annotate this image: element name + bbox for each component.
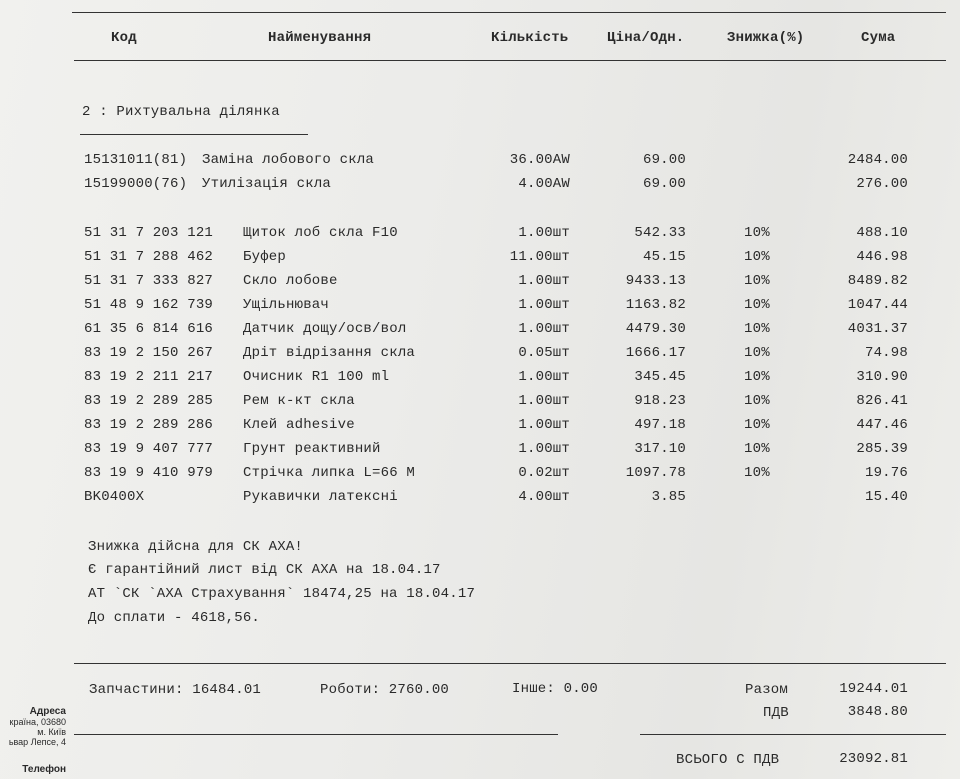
cell-name: Стрічка липка L=66 M	[243, 465, 416, 481]
cell-sum: 276.00	[856, 176, 908, 192]
cell-code: 83 19 2 211 217	[84, 369, 214, 385]
cell-qty: 1.00шт	[518, 441, 570, 457]
cell-code: 51 31 7 203 121	[84, 225, 214, 241]
cell-price: 1097.78	[625, 465, 686, 481]
cell-discount: 10%	[744, 417, 770, 433]
cell-sum: 447.46	[856, 417, 908, 433]
cell-discount: 10%	[744, 369, 770, 385]
cell-qty: 1.00шт	[518, 417, 570, 433]
cell-name: Буфер	[243, 249, 287, 265]
cell-price: 345.45	[634, 369, 686, 385]
cell-sum: 310.90	[856, 369, 908, 385]
cell-price: 3.85	[651, 489, 686, 505]
cell-sum: 2484.00	[847, 152, 908, 168]
vat-label: ПДВ	[763, 705, 789, 721]
cell-price: 497.18	[634, 417, 686, 433]
cell-name: Грунт реактивний	[243, 441, 381, 457]
note-line: АТ `СК `АХА Страхування` 18474,25 на 18.04.17	[88, 586, 476, 602]
parts-total: Запчастини: 16484.01	[89, 682, 262, 698]
cell-discount: 10%	[744, 441, 770, 457]
cell-qty: 1.00шт	[518, 297, 570, 313]
cell-sum: 488.10	[856, 225, 908, 241]
cell-name: Скло лобове	[243, 273, 338, 289]
cell-qty: 1.00шт	[518, 273, 570, 289]
cell-discount: 10%	[744, 225, 770, 241]
section-underline	[80, 134, 308, 135]
cell-price: 1666.17	[625, 345, 686, 361]
cell-qty: 4.00AW	[518, 176, 570, 192]
cell-name: Заміна лобового скла	[202, 152, 375, 168]
cell-code: 83 19 2 289 285	[84, 393, 214, 409]
cell-code: 15199000(76)	[84, 176, 188, 192]
cell-discount: 10%	[744, 297, 770, 313]
works-total: Роботи: 2760.00	[320, 682, 450, 698]
cell-discount: 10%	[744, 393, 770, 409]
section-title: 2 : Рихтувальна ділянка	[82, 104, 280, 120]
cell-sum: 285.39	[856, 441, 908, 457]
cell-code: 83 19 9 410 979	[84, 465, 214, 481]
cell-qty: 0.05шт	[518, 345, 570, 361]
cell-price: 69.00	[642, 176, 686, 192]
cell-qty: 1.00шт	[518, 225, 570, 241]
cell-price: 918.23	[634, 393, 686, 409]
cell-price: 317.10	[634, 441, 686, 457]
cell-code: 83 19 2 289 286	[84, 417, 214, 433]
address-line: країна, 03680	[9, 717, 66, 727]
cell-sum: 74.98	[864, 345, 908, 361]
cell-code: 83 19 9 407 777	[84, 441, 214, 457]
cell-price: 9433.13	[625, 273, 686, 289]
cell-name: Очисник R1 100 ml	[243, 369, 390, 385]
cell-name: Утилізація скла	[202, 176, 332, 192]
address-block	[0, 706, 66, 747]
cell-sum: 8489.82	[847, 273, 908, 289]
cell-sum: 19.76	[864, 465, 908, 481]
cell-qty: 4.00шт	[518, 489, 570, 505]
cell-code: 51 31 7 288 462	[84, 249, 214, 265]
cell-sum: 1047.44	[847, 297, 908, 313]
address-line: м. Київ	[37, 727, 66, 737]
vat-value: 3848.80	[847, 704, 908, 720]
cell-name: Рукавички латексні	[243, 489, 398, 505]
cell-qty: 1.00шт	[518, 369, 570, 385]
cell-code: 15131011(81)	[84, 152, 188, 168]
cell-sum: 446.98	[856, 249, 908, 265]
cell-price: 542.33	[634, 225, 686, 241]
cell-price: 1163.82	[625, 297, 686, 313]
subtotal-value: 19244.01	[839, 681, 908, 697]
header-bottom-rule	[74, 60, 946, 61]
grand-total-label: ВСЬОГО С ПДВ	[676, 752, 780, 768]
totals-bottom-rule-right	[640, 734, 946, 735]
cell-name: Датчик дощу/осв/вол	[243, 321, 407, 337]
totals-top-rule	[74, 663, 946, 664]
cell-qty: 0.02шт	[518, 465, 570, 481]
header-name: Найменування	[268, 30, 372, 46]
cell-price: 69.00	[642, 152, 686, 168]
cell-code: 51 48 9 162 739	[84, 297, 214, 313]
totals-bottom-rule-left	[74, 734, 558, 735]
cell-qty: 11.00шт	[509, 249, 570, 265]
cell-price: 4479.30	[625, 321, 686, 337]
cell-name: Клей adhesive	[243, 417, 355, 433]
header-sum: Сума	[861, 30, 896, 46]
address-line: ьвар Лепсе, 4	[8, 737, 66, 747]
subtotal-label: Разом	[745, 682, 789, 698]
header-code: Код	[111, 30, 137, 46]
cell-sum: 15.40	[864, 489, 908, 505]
address-label: Адреса	[29, 706, 66, 717]
header-top-rule	[72, 12, 946, 13]
cell-sum: 826.41	[856, 393, 908, 409]
cell-sum: 4031.37	[847, 321, 908, 337]
note-line: До сплати - 4618,56.	[88, 610, 261, 626]
cell-discount: 10%	[744, 273, 770, 289]
cell-discount: 10%	[744, 345, 770, 361]
cell-discount: 10%	[744, 249, 770, 265]
cell-code: 51 31 7 333 827	[84, 273, 214, 289]
grand-total-value: 23092.81	[839, 751, 908, 767]
header-qty: Кількість	[491, 30, 569, 46]
header-price: Ціна/Одн.	[607, 30, 685, 46]
cell-code: BK0400X	[84, 489, 145, 505]
header-discount: Знижка(%)	[727, 30, 805, 46]
cell-discount: 10%	[744, 321, 770, 337]
phone-label: Телефон	[22, 764, 66, 775]
cell-name: Дріт відрізання скла	[243, 345, 416, 361]
cell-discount: 10%	[744, 465, 770, 481]
phone-block	[0, 764, 66, 775]
cell-qty: 36.00AW	[509, 152, 570, 168]
cell-name: Рем к-кт скла	[243, 393, 355, 409]
note-line: Є гарантійний лист від СК АХА на 18.04.17	[88, 562, 441, 578]
cell-name: Ущільнювач	[243, 297, 330, 313]
other-total: Інше: 0.00	[512, 681, 599, 697]
cell-price: 45.15	[642, 249, 686, 265]
cell-code: 61 35 6 814 616	[84, 321, 214, 337]
cell-qty: 1.00шт	[518, 393, 570, 409]
note-line: Знижка дійсна для СК АХА!	[88, 539, 304, 555]
cell-qty: 1.00шт	[518, 321, 570, 337]
cell-code: 83 19 2 150 267	[84, 345, 214, 361]
cell-name: Щиток лоб скла F10	[243, 225, 398, 241]
